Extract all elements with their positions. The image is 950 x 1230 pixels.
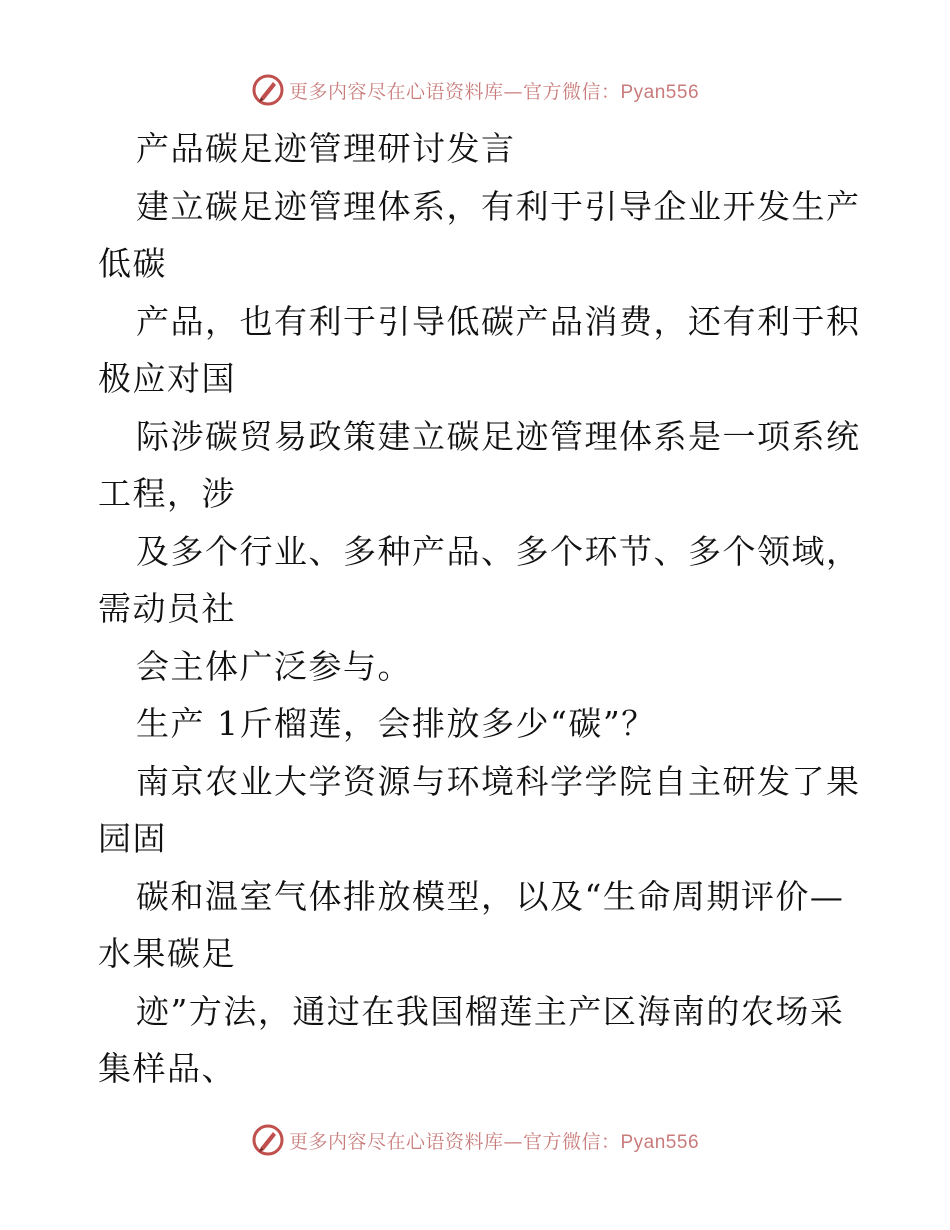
pen-logo-icon — [251, 73, 285, 107]
paragraph-line: 际涉碳贸易政策建立碳足迹管理体系是一项系统 — [136, 416, 861, 456]
paragraph-line: 产品，也有利于引导低碳产品消费，还有利于积 — [136, 301, 861, 341]
header-watermark — [0, 70, 950, 110]
paragraph-line: 低碳 — [98, 244, 167, 283]
paragraph-line: 生产 1斤榴莲，会排放多少“碳”？ — [136, 704, 656, 743]
watermark-text: 更多内容尽在心语资料库—官方微信：Pyan556 — [288, 80, 700, 103]
paragraph-line: 需动员社 — [98, 589, 236, 628]
paragraph-line: 碳和温室气体排放模型，以及“生命周期评价— — [136, 876, 845, 916]
watermark-text: 更多内容尽在心语资料库—官方微信：Pyan556 — [288, 1130, 700, 1153]
paragraph-line: 迹”方法，通过在我国榴莲主产区海南的农场采 — [136, 991, 845, 1031]
paragraph-line: 及多个行业、多种产品、多个环节、多个领域， — [136, 531, 861, 571]
paragraph-line: 极应对国 — [98, 359, 236, 398]
paragraph-line: 会主体广泛参与。 — [136, 646, 412, 686]
paragraph-line: 产品碳足迹管理研讨发言 — [136, 129, 516, 168]
pen-logo-icon — [251, 1123, 285, 1157]
document-body — [98, 120, 861, 1098]
paragraph-line: 园固 — [98, 819, 167, 858]
paragraph-line: 集样品、 — [98, 1049, 236, 1088]
paragraph-line: 建立碳足迹管理体系，有利于引导企业开发生产 — [136, 186, 861, 226]
paragraph-line: 南京农业大学资源与环境科学学院自主研发了果 — [136, 761, 861, 801]
paragraph-line: 工程，涉 — [98, 474, 236, 513]
footer-watermark — [0, 1120, 950, 1160]
paragraph-line: 水果碳足 — [98, 934, 236, 973]
